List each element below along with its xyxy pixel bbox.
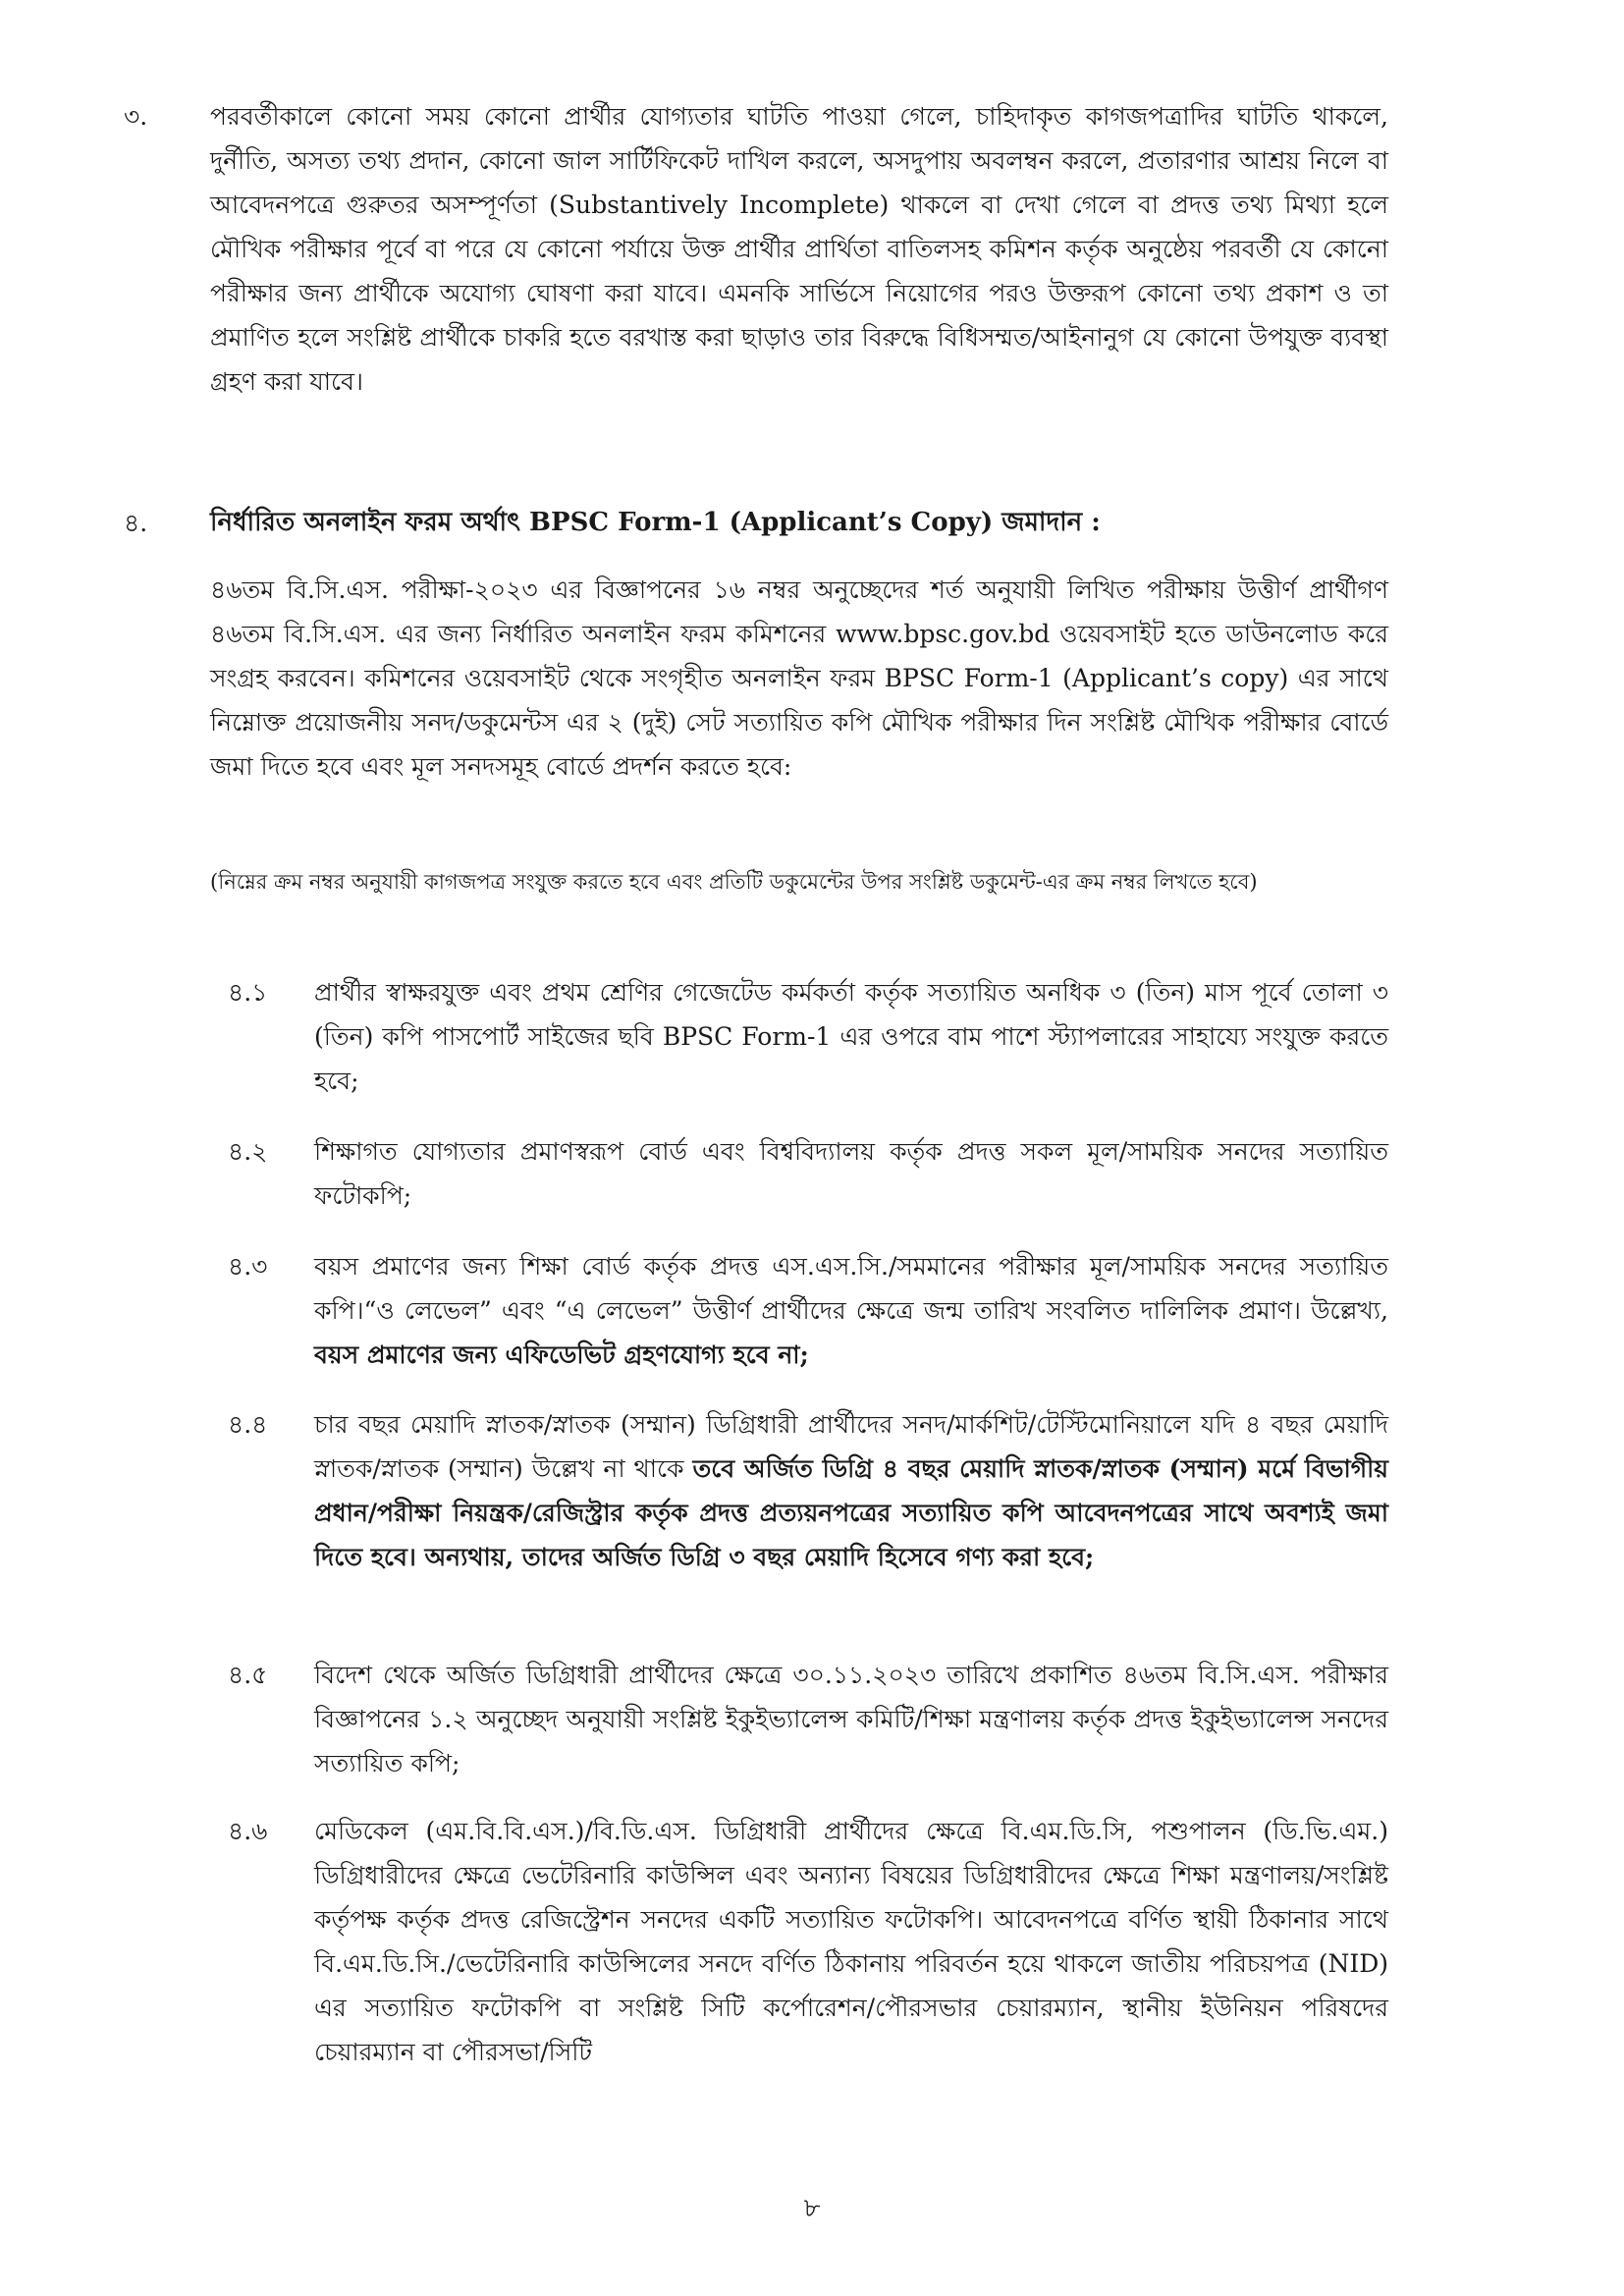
section-4-intro: ৪৬তম বি.সি.এস. পরীক্ষা-২০২৩ এর বিজ্ঞাপনের ১৬ নম্বর অনুচ্ছেদের শর্ত অনুযায়ী লিখিত পরীক্ষায় উত্তীর্ণ প্রার্থীগণ ৪৬তম বি.সি.এস. এর জন্য নির্ধারিত অনলাইন ফরম কমিশনের www.bpsc.gov.bd ওয়েবসাইট হতে ডাউনলোড করে সংগ্রহ করবেন। কমিশনের ওয়েবসাইট থেকে সংগৃহীত অনলাইন ফরম BPSC Form-1 (Applicant’s copy) এর সাথে নিম্নোক্ত প্রয়োজনীয় সনদ/ডকুমেন্টস এর ২ (দুই) সেট সত্যায়িত কপি মৌখিক পরীক্ষার দিন সংশ্লিষ্ট মৌখিক পরীক্ষার বোর্ডে জমা দিতে হবে এবং মূল সনদসমূহ বোর্ডে প্রদর্শন করতে হবে: xyxy=(210,575,1388,781)
item-4-3-paragraph xyxy=(314,1244,1388,1377)
section-4-heading: নির্ধারিত অনলাইন ফরম অর্থাৎ BPSC Form-1 (Applicant’s Copy) জমাদান : xyxy=(210,508,1101,537)
item-4-3-text: বয়স প্রমাণের জন্য শিক্ষা বোর্ড কর্তৃক প্রদত্ত এস.এস.সি./সমমানের পরীক্ষার মূল/সাময়িক সনদের সত্যায়িত কপি।“ও লেভেল” এবং “এ লেভেল” উত্তীর্ণ প্রার্থীদের ক্ষেত্রে জন্ম তারিখ সংবলিত দালিলিক প্রমাণ। উল্লেখ্য, xyxy=(314,1252,1388,1325)
item-4-4-bold: তবে অর্জিত ডিগ্রি ৪ বছর মেয়াদি স্নাতক/স্নাতক (সম্মান) মর্মে বিভাগীয় প্রধান/পরীক্ষা নিয়ন্ত্রক/রেজিস্ট্রার কর্তৃক প্রদত্ত প্রত্যয়নপত্রের সত্যায়িত কপি আবেদনপত্রের সাথে অবশ্যই জমা দিতে হবে। অন্যথায়, তাদের অর্জিত ডিগ্রি ৩ বছর মেয়াদি হিসেবে গণ্য করা হবে; xyxy=(314,1454,1389,1571)
section-3-text: পরবর্তীকালে কোনো সময় কোনো প্রার্থীর যোগ্যতার ঘাটতি পাওয়া গেলে, চাহিদাকৃত কাগজপত্রাদির ঘাটতি থাকলে, দুর্নীতি, অসত্য তথ্য প্রদান, কোনো জাল সার্টিফিকেট দাখিল করলে, অসদুপায় অবলম্বন করলে, প্রতারণার আশ্রয় নিলে বা আবেদনপত্রে গুরুতর অসম্পূর্ণতা (Substantively Incomplete) থাকলে বা দেখা গেলে বা প্রদত্ত তথ্য মিথ্যা হলে মৌখিক পরীক্ষার পূর্বে বা পরে যে কোনো পর্যায়ে উক্ত প্রার্থীর প্রার্থিতা বাতিলসহ কমিশন কর্তৃক অনুষ্ঠেয় পরবর্তী যে কোনো পরীক্ষার জন্য প্রার্থীকে অযোগ্য ঘোষণা করা যাবে। এমনকি সার্ভিসে নিয়োগের পরও উক্তরূপ কোনো তথ্য প্রকাশ ও তা প্রমাণিত হলে সংশ্লিষ্ট প্রার্থীকে চাকরি হতে বরখাস্ত করা ছাড়াও তার বিরুদ্ধে বিধিসম্মত/আইনানুগ যে কোনো উপযুক্ত ব্যবস্থা গ্রহণ করা যাবে। xyxy=(210,102,1388,396)
item-4-1-text: প্রার্থীর স্বাক্ষরযুক্ত এবং প্রথম শ্রেণির গেজেটেড কর্মকর্তা কর্তৃক সত্যায়িত অনধিক ৩ (তিন) মাস পূর্বে তোলা ৩ (তিন) কপি পাসপোর্ট সাইজের ছবি BPSC Form-1 এর ওপরে বাম পাশে স্ট্যাপলারের সাহায্যে সংযুক্ত করতে হবে; xyxy=(314,978,1388,1095)
page-number: ৮ xyxy=(803,2194,821,2223)
section-4-note: (নিম্নের ক্রম নম্বর অনুযায়ী কাগজপত্র সংযুক্ত করতে হবে এবং প্রতিটি ডকুমেন্টের উপর সংশ্লিষ্ট ডকুমেন্ট-এর ক্রম নম্বর লিখতে হবে) xyxy=(210,870,1258,894)
item-4-5-number: ৪.৫ xyxy=(228,1661,268,1689)
section-3-number: ৩. xyxy=(124,102,148,131)
item-4-6-text: মেডিকেল (এম.বি.বি.এস.)/বি.ডি.এস. ডিগ্রিধারী প্রার্থীদের ক্ষেত্রে বি.এম.ডি.সি, পশুপালন (ডি.ভি.এম.) ডিগ্রিধারীদের ক্ষেত্রে ভেটেরিনারি কাউন্সিল এবং অন্যান্য বিষয়ের ডিগ্রিধারীদের ক্ষেত্রে শিক্ষা মন্ত্রণালয়/সংশ্লিষ্ট কর্তৃপক্ষ কর্তৃক প্রদত্ত রেজিস্ট্রেশন সনদের একটি সত্যায়িত ফটোকপি। আবেদনপত্রে বর্ণিত স্থায়ী ঠিকানার সাথে বি.এম.ডি.সি./ভেটেরিনারি কাউন্সিলের সনদে বর্ণিত ঠিকানায় পরিবর্তন হয়ে থাকলে জাতীয় পরিচয়পত্র (NID) এর সত্যায়িত ফটোকপি বা সংশ্লিষ্ট সিটি কর্পোরেশন/পৌরসভার চেয়ারম্যান, স্থানীয় ইউনিয়ন পরিষদের চেয়ারম্যান বা পৌরসভা/সিটি xyxy=(314,1817,1388,2066)
item-4-4-paragraph xyxy=(314,1402,1388,1579)
item-4-4-number: ৪.৪ xyxy=(228,1410,268,1439)
item-4-1-number: ৪.১ xyxy=(228,978,268,1007)
item-4-2-number: ৪.২ xyxy=(228,1137,268,1166)
item-4-3-bold: বয়স প্রমাণের জন্য এফিডেভিট গ্রহণযোগ্য হবে না; xyxy=(314,1340,809,1369)
item-4-3-number: ৪.৩ xyxy=(228,1252,268,1281)
item-4-6-number: ৪.৬ xyxy=(228,1817,268,1845)
section-4-number: ৪. xyxy=(124,509,148,537)
item-4-5-text: বিদেশ থেকে অর্জিত ডিগ্রিধারী প্রার্থীদের ক্ষেত্রে ৩০.১১.২০২৩ তারিখে প্রকাশিত ৪৬তম বি.সি.এস. পরীক্ষার বিজ্ঞাপনের ১.২ অনুচ্ছেদ অনুযায়ী সংশ্লিষ্ট ইকুইভ্যালেন্স কমিটি/শিক্ষা মন্ত্রণালয় কর্তৃক প্রদত্ত ইকুইভ্যালেন্স সনদের সত্যায়িত কপি; xyxy=(314,1661,1388,1777)
item-4-4-text: চার বছর মেয়াদি স্নাতক/স্নাতক (সম্মান) ডিগ্রিধারী প্রার্থীদের সনদ/মার্কশিট/টেস্টিমোনিয়ালে যদি ৪ বছর মেয়াদি স্নাতক/স্নাতক (সম্মান) উল্লেখ না থাকে xyxy=(314,1410,1388,1483)
item-4-2-text: শিক্ষাগত যোগ্যতার প্রমাণস্বরূপ বোর্ড এবং বিশ্ববিদ্যালয় কর্তৃক প্রদত্ত সকল মূল/সাময়িক সনদের সত্যায়িত ফটোকপি; xyxy=(314,1137,1388,1210)
